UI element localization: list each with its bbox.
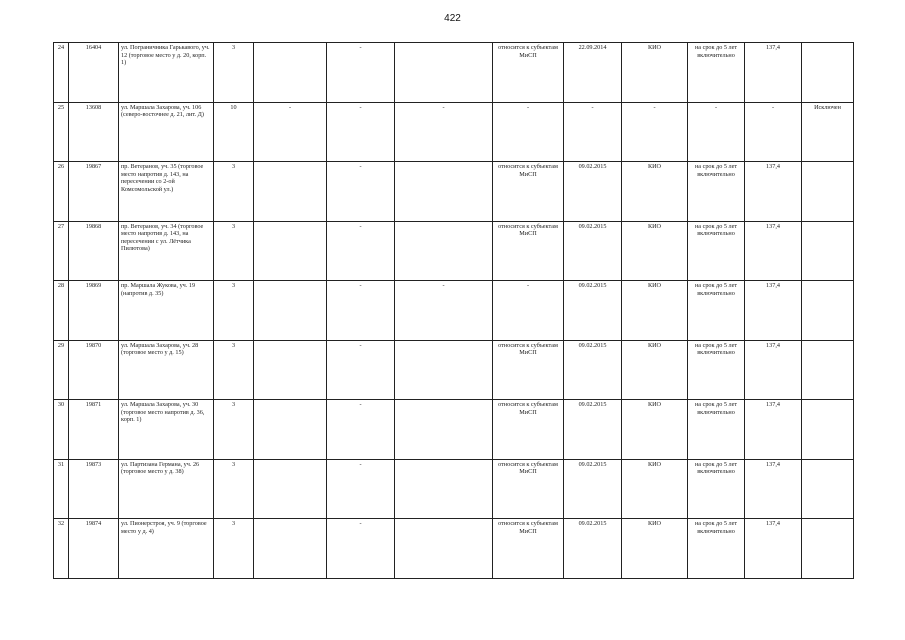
cell-column-dash: - xyxy=(327,281,395,341)
cell-date: 09.02.2015 xyxy=(564,459,622,519)
cell-term: на срок до 5 лет включительно xyxy=(688,519,745,579)
cell-organization: КИО xyxy=(622,43,688,103)
cell-row-number: 24 xyxy=(54,43,69,103)
cell-column-dash: - xyxy=(327,162,395,222)
cell-area: 137,4 xyxy=(745,281,802,341)
cell-object-id: 16404 xyxy=(69,43,119,103)
cell-date: 09.02.2015 xyxy=(564,162,622,222)
table-row xyxy=(54,459,854,519)
cell-term: на срок до 5 лет включительно xyxy=(688,221,745,281)
cell-smb-status: - xyxy=(493,102,564,162)
table-row xyxy=(54,519,854,579)
registry-table xyxy=(53,42,854,579)
cell-smb-status: относится к субъектам МиСП xyxy=(493,459,564,519)
cell-column-dash: - xyxy=(327,340,395,400)
cell-permit-number: - xyxy=(395,102,493,162)
cell-object-id: 13608 xyxy=(69,102,119,162)
cell-organization: КИО xyxy=(622,459,688,519)
cell-term: на срок до 5 лет включительно xyxy=(688,340,745,400)
cell-term: на срок до 5 лет включительно xyxy=(688,459,745,519)
cell-date: 09.02.2015 xyxy=(564,340,622,400)
cell-permit-number: - xyxy=(395,281,493,341)
cell-row-number: 25 xyxy=(54,102,69,162)
cell-object-id: 19869 xyxy=(69,281,119,341)
cell-term: на срок до 5 лет включительно xyxy=(688,43,745,103)
cell-column-dash: - xyxy=(327,400,395,460)
cell-object-id: 19870 xyxy=(69,340,119,400)
cell-note xyxy=(802,400,854,460)
cell-column-dash: - xyxy=(327,43,395,103)
cell-address: ул. Пограничника Гарькавого, уч. 12 (торговое место у д. 20, корп. 1) xyxy=(119,43,214,103)
cell-address: пр. Ветеранов, уч. 35 (торговое место напротив д. 143, на пересечении со 2-ой Комсомольской ул.) xyxy=(119,162,214,222)
cell-area: 137,4 xyxy=(745,340,802,400)
cell-smb-status: относится к субъектам МиСП xyxy=(493,43,564,103)
table-row xyxy=(54,43,854,103)
table-row xyxy=(54,340,854,400)
cell-object-id: 19873 xyxy=(69,459,119,519)
cell-note xyxy=(802,43,854,103)
cell-count: 3 xyxy=(214,519,254,579)
cell-address: пр. Ветеранов, уч. 34 (торговое место напротив д. 143, на пересечении с ул. Лётчика Пилютова) xyxy=(119,221,214,281)
cell-date: 09.02.2015 xyxy=(564,281,622,341)
cell-organization: КИО xyxy=(622,519,688,579)
cell-smb-status: - xyxy=(493,281,564,341)
table-row xyxy=(54,400,854,460)
cell-row-number: 30 xyxy=(54,400,69,460)
cell-term: на срок до 5 лет включительно xyxy=(688,162,745,222)
cell-row-number: 26 xyxy=(54,162,69,222)
cell-smb-status: относится к субъектам МиСП xyxy=(493,400,564,460)
cell-cadastral-number xyxy=(254,281,327,341)
cell-address: пр. Маршала Жукова, уч. 19 (напротив д. 35) xyxy=(119,281,214,341)
cell-cadastral-number xyxy=(254,340,327,400)
cell-area: 137,4 xyxy=(745,43,802,103)
cell-address: ул. Партизана Германа, уч. 26 (торговое место у д. 38) xyxy=(119,459,214,519)
cell-object-id: 19871 xyxy=(69,400,119,460)
cell-permit-number xyxy=(395,400,493,460)
cell-permit-number xyxy=(395,162,493,222)
cell-date: - xyxy=(564,102,622,162)
cell-smb-status: относится к субъектам МиСП xyxy=(493,162,564,222)
cell-permit-number xyxy=(395,221,493,281)
cell-organization: КИО xyxy=(622,400,688,460)
cell-area: 137,4 xyxy=(745,519,802,579)
cell-object-id: 19868 xyxy=(69,221,119,281)
cell-date: 22.09.2014 xyxy=(564,43,622,103)
cell-date: 09.02.2015 xyxy=(564,400,622,460)
cell-count: 3 xyxy=(214,43,254,103)
cell-column-dash: - xyxy=(327,519,395,579)
cell-note xyxy=(802,459,854,519)
cell-row-number: 29 xyxy=(54,340,69,400)
cell-address: ул. Маршала Захарова, уч. 106 (северо-восточнее д. 21, лит. Д) xyxy=(119,102,214,162)
page-number: 422 xyxy=(444,13,461,24)
cell-count: 3 xyxy=(214,221,254,281)
cell-note xyxy=(802,519,854,579)
cell-cadastral-number xyxy=(254,519,327,579)
cell-term: на срок до 5 лет включительно xyxy=(688,400,745,460)
cell-area: - xyxy=(745,102,802,162)
cell-area: 137,4 xyxy=(745,162,802,222)
cell-object-id: 19867 xyxy=(69,162,119,222)
cell-column-dash: - xyxy=(327,221,395,281)
cell-address: ул. Маршала Захарова, уч. 30 (торговое место напротив д. 36, корп. 1) xyxy=(119,400,214,460)
cell-term: на срок до 5 лет включительно xyxy=(688,281,745,341)
cell-note xyxy=(802,162,854,222)
cell-smb-status: относится к субъектам МиСП xyxy=(493,519,564,579)
cell-smb-status: относится к субъектам МиСП xyxy=(493,221,564,281)
table-row xyxy=(54,162,854,222)
cell-organization: КИО xyxy=(622,221,688,281)
cell-count: 3 xyxy=(214,162,254,222)
cell-organization: КИО xyxy=(622,162,688,222)
cell-area: 137,4 xyxy=(745,221,802,281)
cell-area: 137,4 xyxy=(745,400,802,460)
cell-count: 3 xyxy=(214,281,254,341)
cell-area: 137,4 xyxy=(745,459,802,519)
cell-term: - xyxy=(688,102,745,162)
registry-body xyxy=(54,43,854,579)
cell-date: 09.02.2015 xyxy=(564,519,622,579)
cell-cadastral-number: - xyxy=(254,102,327,162)
cell-count: 3 xyxy=(214,340,254,400)
cell-cadastral-number xyxy=(254,221,327,281)
cell-cadastral-number xyxy=(254,162,327,222)
cell-count: 3 xyxy=(214,459,254,519)
cell-note xyxy=(802,281,854,341)
cell-column-dash: - xyxy=(327,102,395,162)
cell-address: ул. Маршала Захарова, уч. 28 (торговое место у д. 15) xyxy=(119,340,214,400)
cell-date: 09.02.2015 xyxy=(564,221,622,281)
cell-count: 10 xyxy=(214,102,254,162)
table-row xyxy=(54,221,854,281)
cell-permit-number xyxy=(395,519,493,579)
table-row xyxy=(54,281,854,341)
cell-smb-status: относится к субъектам МиСП xyxy=(493,340,564,400)
cell-address: ул. Пионерстроя, уч. 9 (торговое место у д. 4) xyxy=(119,519,214,579)
cell-row-number: 27 xyxy=(54,221,69,281)
cell-count: 3 xyxy=(214,400,254,460)
cell-note xyxy=(802,221,854,281)
cell-object-id: 19874 xyxy=(69,519,119,579)
cell-note: Исключен xyxy=(802,102,854,162)
cell-note xyxy=(802,340,854,400)
cell-cadastral-number xyxy=(254,459,327,519)
cell-row-number: 32 xyxy=(54,519,69,579)
cell-row-number: 28 xyxy=(54,281,69,341)
cell-organization: КИО xyxy=(622,281,688,341)
cell-organization: КИО xyxy=(622,340,688,400)
cell-permit-number xyxy=(395,459,493,519)
cell-column-dash: - xyxy=(327,459,395,519)
cell-permit-number xyxy=(395,43,493,103)
cell-cadastral-number xyxy=(254,43,327,103)
table-row xyxy=(54,102,854,162)
cell-organization: - xyxy=(622,102,688,162)
cell-permit-number xyxy=(395,340,493,400)
cell-cadastral-number xyxy=(254,400,327,460)
cell-row-number: 31 xyxy=(54,459,69,519)
